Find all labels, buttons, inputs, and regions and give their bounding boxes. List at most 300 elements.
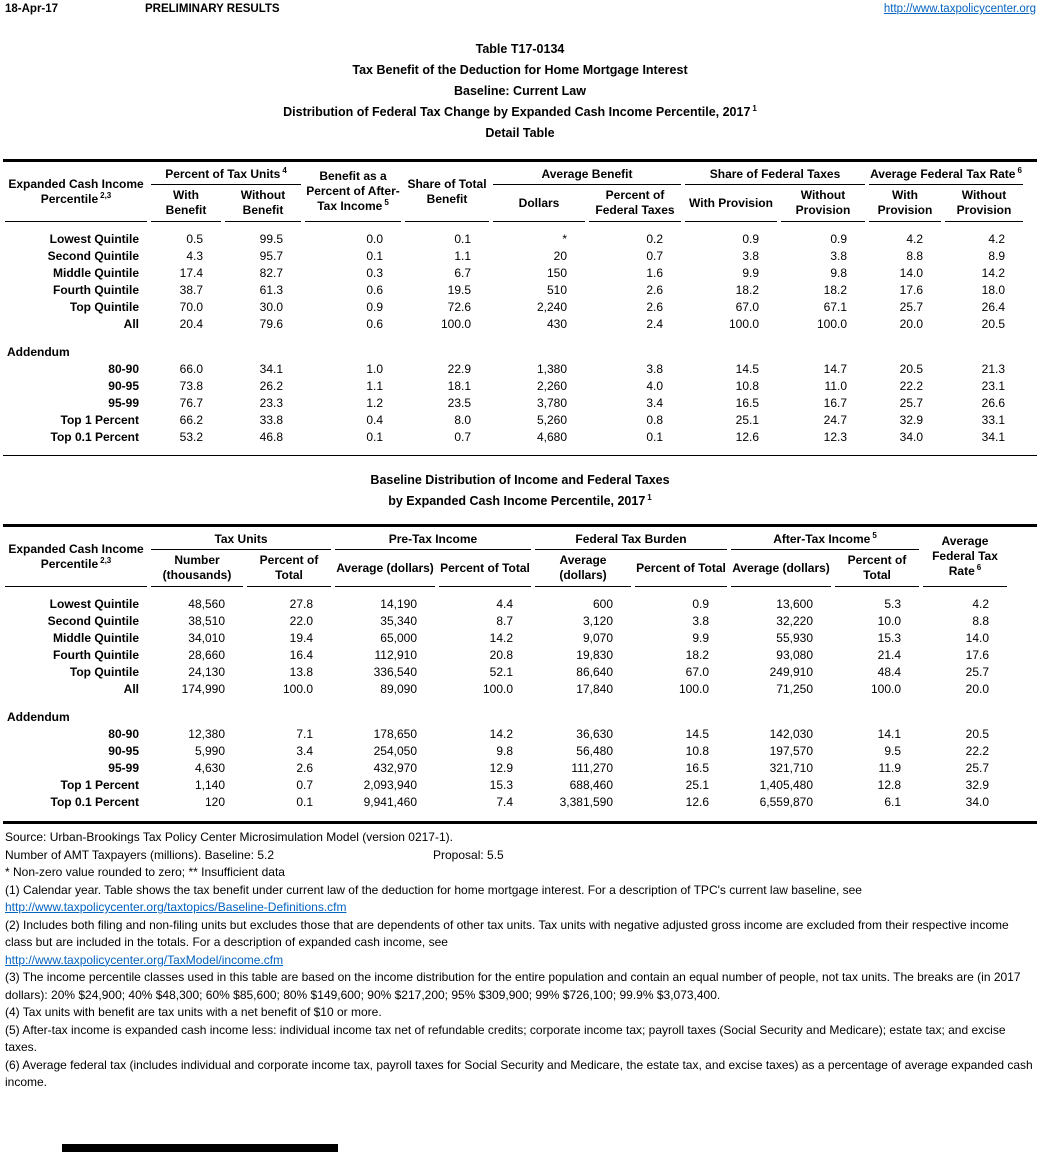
table1-bottom-rule (3, 455, 1037, 456)
cell-value: 28,660 (188, 648, 225, 662)
cell-value: 0.9 (742, 232, 759, 246)
cell-value: 48,560 (188, 597, 225, 611)
cell-value: 0.1 (366, 249, 383, 263)
row-label: Top 1 Percent (60, 778, 139, 792)
bottom-bar (62, 1144, 338, 1152)
table-title: Tax Benefit of the Deduction for Home Mortgage Interest (352, 63, 688, 77)
column-header-percentile: Expanded Cash Income Percentile $^{2,3}$ (5, 527, 147, 587)
cell-value: 2.6 (646, 300, 663, 314)
cell-value: 72.6 (447, 300, 471, 314)
table-row (5, 231, 1023, 248)
cell-value: 86,640 (576, 665, 613, 679)
cell-value: 5,260 (536, 413, 567, 427)
cell-value: 0.9 (366, 300, 383, 314)
cell-value: 100.0 (728, 317, 759, 331)
row-label: All (123, 682, 139, 696)
cell-value: 100.0 (440, 317, 471, 331)
income-definition-link[interactable]: http://www.taxpolicycenter.org/TaxModel/income.cfm (5, 952, 284, 967)
row-label: Top 0.1 Percent (50, 795, 139, 809)
cell-value: 2,240 (536, 300, 567, 314)
cell-value: 0.2 (646, 232, 663, 246)
cell-value: 2,260 (536, 379, 567, 393)
cell-value: 38,510 (188, 614, 225, 628)
row-label: Top 1 Percent (60, 413, 139, 427)
subheader-with-benefit: With Benefit (151, 185, 221, 222)
row-label: 80-90 (108, 362, 139, 376)
cell-value: 0.9 (692, 597, 709, 611)
table-row (5, 777, 1007, 794)
subheader-dollars: Dollars (493, 185, 585, 222)
cell-value: 32,220 (776, 614, 813, 628)
row-label: Fourth Quintile (53, 283, 139, 297)
cell-value: 16.4 (289, 648, 313, 662)
addendum-label: Addendum (7, 710, 70, 724)
cell-value: 9.8 (496, 744, 513, 758)
cell-value: 22.2 (965, 744, 989, 758)
cell-value: 19.5 (447, 283, 471, 297)
table-row (5, 429, 1023, 446)
table-row (5, 299, 1023, 316)
cell-value: 65,000 (380, 631, 417, 645)
cell-value: 18.1 (447, 379, 471, 393)
cell-value: 12.6 (685, 795, 709, 809)
cell-value: 2,093,940 (363, 778, 417, 792)
cell-value: 1.0 (366, 362, 383, 376)
source-note: Source: Urban-Brookings Tax Policy Center Microsimulation Model (version 0217-1). (5, 830, 453, 844)
group-header-average-federal-tax-rate: Average Federal Tax Rate $^6$ (869, 162, 1023, 185)
cell-value: 34.1 (259, 362, 283, 376)
cell-value: 23.3 (259, 396, 283, 410)
cell-value: 34.0 (965, 795, 989, 809)
subheader-average-dollars-2: Average (dollars) (535, 550, 631, 587)
cell-value: 4.3 (186, 249, 203, 263)
cell-value: 4.2 (972, 597, 989, 611)
cell-value: 1,405,480 (759, 778, 813, 792)
row-label: Fourth Quintile (53, 648, 139, 662)
subheader-average-dollars-1: Average (dollars) (335, 550, 435, 587)
cell-value: 32.9 (899, 413, 923, 427)
cell-value: 10.8 (685, 744, 709, 758)
cell-value: 17.6 (965, 648, 989, 662)
cell-value: 9.5 (884, 744, 901, 758)
cell-value: 5.3 (884, 597, 901, 611)
table2-bottom-rule (3, 821, 1037, 824)
quintile-rows (5, 587, 1007, 698)
cell-value: 13,600 (776, 597, 813, 611)
cell-value: 17.6 (899, 283, 923, 297)
cell-value: 111,270 (571, 761, 613, 775)
cell-value: 13.8 (289, 665, 313, 679)
cell-value: 82.7 (259, 266, 283, 280)
column-header-average-federal-tax-rate: Average Federal Tax Rate $^6$ (923, 527, 1007, 587)
cell-value: 10.0 (877, 614, 901, 628)
cell-value: 21.3 (981, 362, 1005, 376)
cell-value: 16.7 (823, 396, 847, 410)
cell-value: 14.2 (489, 631, 513, 645)
taxpolicycenter-link[interactable]: http://www.taxpolicycenter.org (883, 3, 1036, 15)
row-label: Top Quintile (69, 665, 139, 679)
cell-value: 0.0 (366, 232, 383, 246)
cell-value: 14,190 (380, 597, 417, 611)
cell-value: 67.0 (685, 665, 709, 679)
cell-value: 4.2 (906, 232, 923, 246)
cell-value: 3,120 (582, 614, 613, 628)
cell-value: 0.6 (366, 283, 383, 297)
cell-value: 24.7 (823, 413, 847, 427)
subheader-number-thousands: Number (thousands) (151, 550, 243, 587)
cell-value: 53.2 (179, 430, 203, 444)
cell-value: 11.0 (824, 379, 847, 393)
table-row (5, 647, 1007, 664)
row-label: 90-95 (108, 379, 139, 393)
cell-value: 1.1 (454, 249, 471, 263)
cell-value: 14.5 (735, 362, 759, 376)
row-label: 90-95 (108, 744, 139, 758)
footnotes (5, 829, 1036, 1092)
cell-value: 79.6 (259, 317, 283, 331)
table-row (5, 282, 1023, 299)
cell-value: 120 (204, 795, 225, 809)
cell-value: 22.9 (447, 362, 471, 376)
top-bar (0, 0, 1040, 15)
cell-value: 66.2 (179, 413, 203, 427)
cell-value: 14.0 (965, 631, 989, 645)
addendum-section (5, 698, 1007, 726)
cell-value: 18.0 (981, 283, 1005, 297)
cell-value: 16.5 (735, 396, 759, 410)
table-row (5, 316, 1023, 333)
cell-value: 2.6 (296, 761, 313, 775)
cell-value: 178,650 (373, 727, 417, 741)
cell-value: 1,380 (536, 362, 567, 376)
group-header-average-benefit: Average Benefit (493, 162, 681, 185)
cell-value: 20.4 (179, 317, 203, 331)
baseline-line: Baseline: Current Law (454, 84, 586, 98)
subheader-with-provision-rate: With Provision (869, 185, 941, 222)
column-header-percentile: Expanded Cash Income Percentile $^{2,3}$ (5, 162, 147, 222)
cell-value: 0.1 (454, 232, 471, 246)
cell-value: 19.4 (289, 631, 313, 645)
cell-value: 0.1 (646, 430, 663, 444)
cell-value: 19,830 (576, 648, 613, 662)
cell-value: 20.8 (489, 648, 513, 662)
row-label: Middle Quintile (53, 631, 139, 645)
cell-value: 3.4 (646, 396, 663, 410)
cell-value: 66.0 (179, 362, 203, 376)
cell-value: 17.4 (179, 266, 203, 280)
cell-value: 17,840 (576, 682, 613, 696)
row-label: Top 0.1 Percent (50, 430, 139, 444)
cell-value: 16.5 (685, 761, 709, 775)
baseline-table-title: Baseline Distribution of Income and Federal Taxes by Expanded Cash Income Percentile, 2017 $^1$ (370, 473, 670, 508)
cell-value: 510 (546, 283, 567, 297)
title-block (0, 39, 1040, 144)
row-label: Second Quintile (47, 249, 139, 263)
cell-value: 24,130 (188, 665, 225, 679)
cell-value: 9,070 (582, 631, 613, 645)
cell-value: 432,970 (373, 761, 417, 775)
footnote-5: (5) After-tax income is expanded cash income less: individual income tax net of refundable credits; corporate income tax; payroll taxes (Social Security and Medicare); estate tax; and excise taxes. (5, 1022, 1006, 1054)
cell-value: 3.8 (742, 249, 759, 263)
cell-value: 38.7 (179, 283, 203, 297)
cell-value: 70.0 (179, 300, 203, 314)
cell-value: 18.2 (735, 283, 759, 297)
cell-value: 9,941,460 (363, 795, 417, 809)
cell-value: 1,140 (194, 778, 225, 792)
group-header-tax-units: Tax Units (151, 527, 331, 550)
cell-value: 0.6 (366, 317, 383, 331)
cell-value: 0.8 (646, 413, 663, 427)
cell-value: 11.9 (878, 761, 901, 775)
cell-value: 20.0 (965, 682, 989, 696)
subheader-percent-of-total-1: Percent of Total (247, 550, 331, 587)
subheader-with-provision: With Provision (685, 185, 777, 222)
cell-value: 174,990 (181, 682, 225, 696)
cell-value: 1.6 (646, 266, 663, 280)
table-number: Table T17-0134 (475, 42, 565, 56)
row-label: 95-99 (108, 396, 139, 410)
row-label: 95-99 (108, 761, 139, 775)
cell-value: 430 (546, 317, 567, 331)
asterisk-note: * Non-zero value rounded to zero; ** Insufficient data (5, 865, 285, 879)
cell-value: 336,540 (373, 665, 417, 679)
table-row (5, 743, 1007, 760)
cell-value: 0.3 (366, 266, 383, 280)
cell-value: 9.9 (692, 631, 709, 645)
cell-value: 0.7 (296, 778, 313, 792)
cell-value: 688,460 (569, 778, 613, 792)
cell-value: 12.3 (823, 430, 847, 444)
table-row (5, 664, 1007, 681)
table-row (5, 378, 1023, 395)
date-label: 18-Apr-17 (5, 3, 59, 15)
cell-value: 20.5 (981, 317, 1005, 331)
cell-value: 56,480 (576, 744, 613, 758)
cell-value: 3.8 (646, 362, 663, 376)
addendum-rows (5, 726, 1007, 811)
cell-value: 33.8 (259, 413, 283, 427)
subheader-without-provision-rate: Without Provision (945, 185, 1023, 222)
cell-value: 14.1 (877, 727, 901, 741)
row-label: Lowest Quintile (49, 232, 139, 246)
cell-value: 7.1 (296, 727, 313, 741)
cell-value: 26.6 (981, 396, 1005, 410)
quintile-rows (5, 222, 1023, 333)
cell-value: 150 (546, 266, 567, 280)
cell-value: 112,910 (374, 648, 417, 662)
subheader-average-dollars-3: Average (dollars) (731, 550, 831, 587)
cell-value: 14.2 (489, 727, 513, 741)
cell-value: 4.2 (988, 232, 1005, 246)
cell-value: 34,010 (188, 631, 225, 645)
cell-value: 2.4 (646, 317, 663, 331)
cell-value: 8.7 (496, 614, 513, 628)
cell-value: 12.9 (489, 761, 513, 775)
group-header-federal-tax-burden: Federal Tax Burden (535, 527, 727, 550)
group-header-percent-of-tax-units: Percent of Tax Units $^4$ (151, 162, 301, 185)
cell-value: 12,380 (188, 727, 225, 741)
cell-value: 35,340 (380, 614, 417, 628)
cell-value: 100.0 (282, 682, 313, 696)
cell-value: 25.1 (685, 778, 709, 792)
subheader-without-provision: Without Provision (781, 185, 865, 222)
addendum-rows (5, 361, 1023, 446)
cell-value: 52.1 (489, 665, 513, 679)
table-row (5, 361, 1023, 378)
cell-value: 33.1 (981, 413, 1005, 427)
cell-value: 23.1 (981, 379, 1005, 393)
cell-value: * (562, 232, 567, 246)
cell-value: 0.7 (646, 249, 663, 263)
distribution-line: Distribution of Federal Tax Change by Expanded Cash Income Percentile, 2017 $^1$ (283, 103, 757, 119)
group-header-aftertax-income: After-Tax Income $^5$ (731, 527, 919, 550)
row-label: All (123, 317, 139, 331)
cell-value: 12.6 (735, 430, 759, 444)
cell-value: 0.7 (454, 430, 471, 444)
cell-value: 25.1 (735, 413, 759, 427)
cell-value: 36,630 (576, 727, 613, 741)
cell-value: 0.1 (296, 795, 313, 809)
cell-value: 4.4 (496, 597, 513, 611)
cell-value: 0.1 (366, 430, 383, 444)
cell-value: 6.7 (454, 266, 471, 280)
cell-value: 20.5 (965, 727, 989, 741)
cell-value: 8.0 (454, 413, 471, 427)
table-row (5, 630, 1007, 647)
addendum-section (5, 333, 1023, 361)
cell-value: 99.5 (259, 232, 283, 246)
cell-value: 71,250 (776, 682, 813, 696)
preliminary-results-label: PRELIMINARY RESULTS (145, 3, 280, 15)
subheader-without-benefit: Without Benefit (225, 185, 301, 222)
row-label: 80-90 (108, 727, 139, 741)
cell-value: 95.7 (259, 249, 283, 263)
cell-value: 100.0 (870, 682, 901, 696)
cell-value: 6.1 (884, 795, 901, 809)
cell-value: 14.2 (981, 266, 1005, 280)
cell-value: 4.0 (646, 379, 663, 393)
cell-value: 25.7 (965, 761, 989, 775)
cell-value: 25.7 (899, 300, 923, 314)
table-row (5, 248, 1023, 265)
cell-value: 100.0 (678, 682, 709, 696)
subheader-percent-of-total-4: Percent of Total (835, 550, 919, 587)
cell-value: 9.8 (830, 266, 847, 280)
cell-value: 3,780 (536, 396, 567, 410)
cell-value: 34.0 (899, 430, 923, 444)
cell-value: 20.0 (899, 317, 923, 331)
cell-value: 27.8 (289, 597, 313, 611)
cell-value: 89,090 (380, 682, 417, 696)
cell-value: 18.2 (685, 648, 709, 662)
footnote-6: (6) Average federal tax (includes individual and corporate income tax, payroll taxes for Social Security and Medicare, the estate tax, and excise taxes) as a percentage of average expanded cash income. (5, 1057, 1033, 1089)
cell-value: 25.7 (965, 665, 989, 679)
cell-value: 20 (553, 249, 567, 263)
cell-value: 67.1 (823, 300, 847, 314)
cell-value: 26.4 (981, 300, 1005, 314)
footnote-1: (1) Calendar year. Table shows the tax benefit under current law of the deduction for home mortgage interest. For a description of TPC's current law baseline, see (5, 882, 862, 897)
cell-value: 3.4 (296, 744, 313, 758)
cell-value: 26.2 (259, 379, 283, 393)
cell-value: 20.5 (899, 362, 923, 376)
table-row (5, 726, 1007, 743)
cell-value: 321,710 (769, 761, 813, 775)
baseline-distribution-table (1, 527, 1011, 811)
group-header-pretax-income: Pre-Tax Income (335, 527, 531, 550)
cell-value: 23.5 (447, 396, 471, 410)
cell-value: 61.3 (259, 283, 283, 297)
cell-value: 9.9 (742, 266, 759, 280)
cell-value: 73.8 (179, 379, 203, 393)
cell-value: 4,680 (536, 430, 567, 444)
cell-value: 67.0 (735, 300, 759, 314)
table-row (5, 794, 1007, 811)
footnote-3: (3) The income percentile classes used in this table are based on the income distribution for the entire population and contain an equal number of people, not tax units. The breaks are (in 2017 dollars): 20% $24,900; 40% $48,300; 60% $85,600; 80% $149,600; 90% $217,200; 95% $309,900; 99% $726,100; 99.9% $3,073,400. (5, 970, 1021, 1002)
cell-value: 0.4 (366, 413, 383, 427)
cell-value: 15.3 (489, 778, 513, 792)
subheader-percent-federal-taxes: Percent of Federal Taxes (589, 185, 681, 222)
table-row (5, 395, 1023, 412)
detail-table-label: Detail Table (485, 126, 555, 140)
row-label: Lowest Quintile (49, 597, 139, 611)
cell-value: 0.5 (186, 232, 203, 246)
cell-value: 142,030 (769, 727, 813, 741)
column-header-share-total-benefit: Share of Total Benefit (405, 162, 489, 222)
cell-value: 14.5 (685, 727, 709, 741)
cell-value: 2.6 (646, 283, 663, 297)
cell-value: 100.0 (816, 317, 847, 331)
row-label: Middle Quintile (53, 266, 139, 280)
cell-value: 12.8 (877, 778, 901, 792)
addendum-label: Addendum (7, 345, 70, 359)
cell-value: 249,910 (769, 665, 813, 679)
cell-value: 7.4 (496, 795, 513, 809)
cell-value: 34.1 (981, 430, 1005, 444)
cell-value: 8.9 (988, 249, 1005, 263)
cell-value: 15.3 (877, 631, 901, 645)
cell-value: 25.7 (899, 396, 923, 410)
row-label: Second Quintile (47, 614, 139, 628)
footnote-2: (2) Includes both filing and non-filing units but excludes those that are dependents of other tax units. Tax units with negative adjusted gross income are excluded from their respective income class but are included in the totals. For a description of expanded cash income, see (5, 917, 1009, 949)
cell-value: 3,381,590 (559, 795, 613, 809)
cell-value: 32.9 (965, 778, 989, 792)
cell-value: 1.1 (366, 379, 383, 393)
subheader-percent-of-total-3: Percent of Total (635, 550, 727, 587)
baseline-definitions-link[interactable]: http://www.taxpolicycenter.org/taxtopics/Baseline-Definitions.cfm (5, 900, 347, 914)
cell-value: 14.7 (823, 362, 847, 376)
cell-value: 93,080 (776, 648, 813, 662)
cell-value: 18.2 (823, 283, 847, 297)
cell-value: 22.2 (899, 379, 923, 393)
column-header-benefit-pct-aftertax: Benefit as a Percent of After-Tax Income $^5$ (305, 162, 401, 222)
cell-value: 1.2 (366, 396, 383, 410)
cell-value: 197,570 (769, 744, 813, 758)
cell-value: 48.4 (877, 665, 901, 679)
table-row (5, 760, 1007, 777)
cell-value: 22.0 (289, 614, 313, 628)
cell-value: 76.7 (179, 396, 203, 410)
table-row (5, 681, 1007, 698)
cell-value: 0.9 (830, 232, 847, 246)
cell-value: 6,559,870 (759, 795, 813, 809)
cell-value: 254,050 (373, 744, 417, 758)
group-header-share-federal-taxes: Share of Federal Taxes (685, 162, 865, 185)
row-label: Top Quintile (69, 300, 139, 314)
cell-value: 30.0 (259, 300, 283, 314)
table-row (5, 265, 1023, 282)
table-row (5, 412, 1023, 429)
cell-value: 55,930 (776, 631, 813, 645)
